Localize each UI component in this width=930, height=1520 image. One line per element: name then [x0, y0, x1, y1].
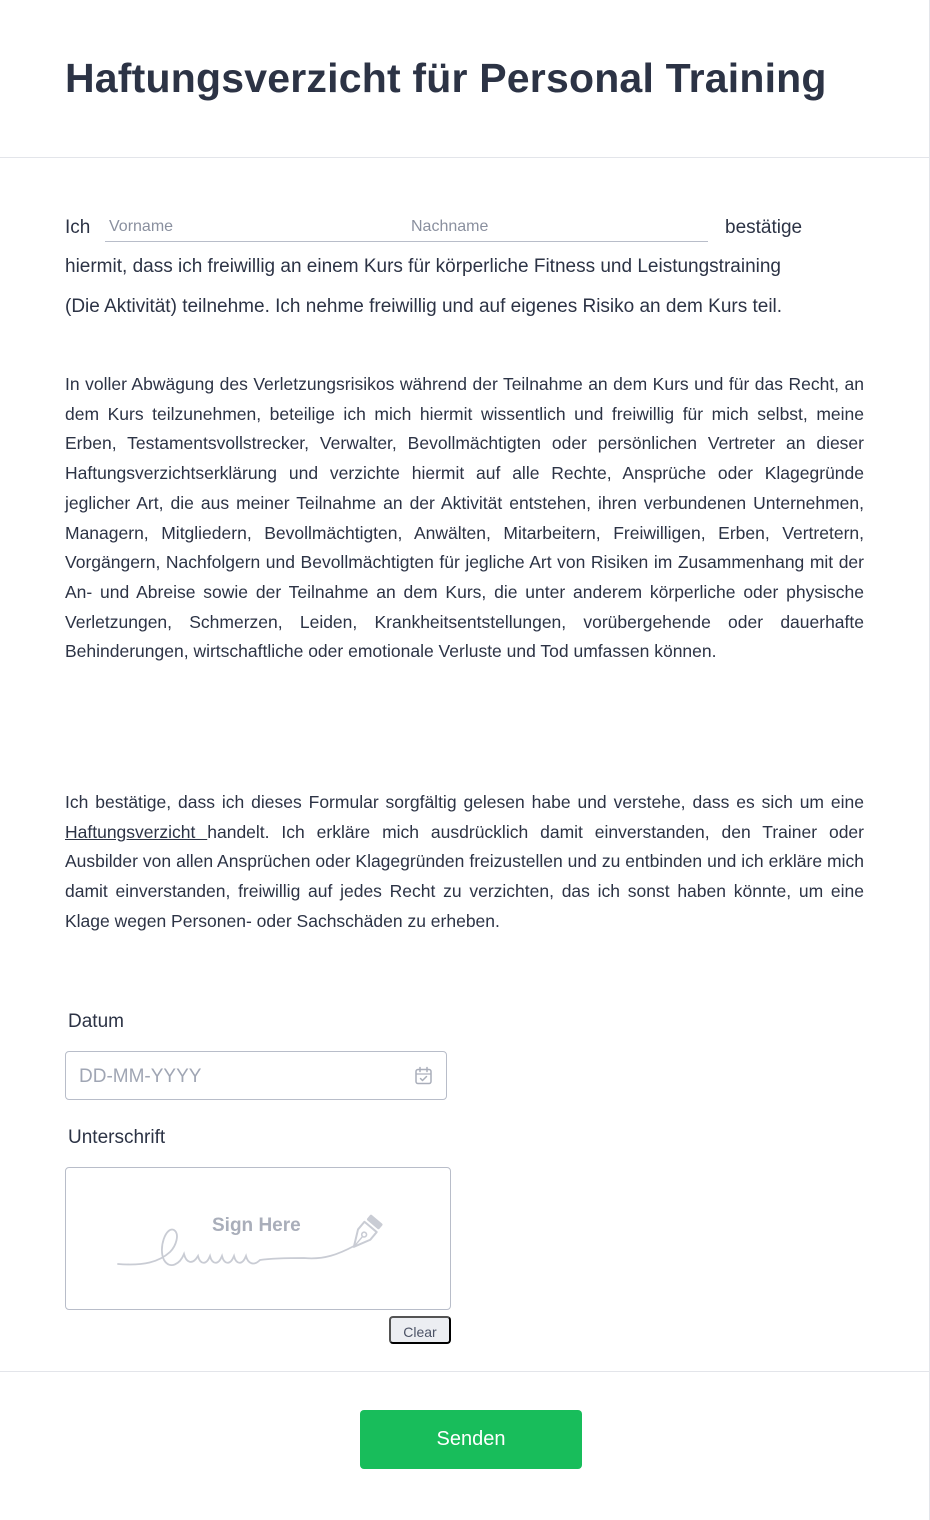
footer-divider — [0, 1371, 930, 1372]
submit-button[interactable]: Senden — [360, 1410, 582, 1469]
signature-pad[interactable] — [65, 1167, 451, 1310]
name-row — [65, 200, 865, 240]
first-name-input[interactable]: Vorname — [109, 218, 174, 235]
signature-placeholder: Sign Here — [212, 1215, 301, 1236]
date-placeholder: DD-MM-YYYY — [79, 1066, 202, 1087]
date-label: Datum — [68, 1011, 124, 1032]
clear-signature-button[interactable]: Clear — [389, 1316, 451, 1344]
intro-line-3: (Die Aktivität) teilnehme. Ich nehme freiwillig und auf eigenes Risiko an dem Kurs teil. — [65, 296, 783, 317]
full-name-field[interactable] — [105, 210, 708, 242]
paragraph-2-end: handelt. Ich erkläre mich ausdrücklich damit einverstanden, den Trainer oder Ausbilder von allen Ansprüchen oder Klagegründen freizustellen und zu entbinden und ich erkläre mich damit einverstanden, freiwillig auf jedes Recht zu verzichten, das ich sonst haben könnte, um eine Klage wegen Personen- oder Sachschäden zu erheben. — [65, 821, 864, 931]
page-title: Haftungsverzicht für Personal Training — [65, 55, 827, 101]
paragraph-2-start: Ich bestätige, dass ich dieses Formular sorgfältig gelesen habe und verstehe, dass es sich um eine — [65, 792, 864, 812]
signature-label: Unterschrift — [68, 1127, 166, 1148]
waiver-paragraph-1: In voller Abwägung des Verletzungsrisikos während der Teilnahme an dem Kurs und für das Recht, an dem Kurs teilzunehmen, beteilige ich mich hiermit wissentlich und freiwillig für mich selbst, meine Erben, Testamentsvollstrecker, Verwalter, Bevollmächtigten oder persönlichen Vertreter an dieser Haftungsverzichtserklärung und verzichte hiermit auf alle Rechte, Ansprüche oder Klagegründe jeglicher Art, die aus meiner Teilnahme an der Aktivität entstehen, ihren verbundenen Unternehmen, Managern, Mitgliedern, Bevollmächtigten, Anwälten, Mitarbeitern, Freiwilligen, Erben, Vertretern, Vorgängern, Nachfolgern und Bevollmächtigten für jegliche Art von Risiken im Zusammenhang mit der An- und Abreise sowie der Teilnahme an dem Kurs, die unter anderem körperliche oder physische Verletzungen, Schmerzen, Leiden, Krankheitsentstellungen, vorübergehende oder dauerhafte Behinderungen, wirtschaftliche oder emotionale Verluste und Tod umfassen können. — [65, 374, 864, 662]
intro-section — [65, 200, 865, 317]
form-header — [0, 0, 930, 158]
date-input[interactable] — [65, 1051, 447, 1100]
calendar-icon[interactable] — [414, 1066, 433, 1086]
last-name-input[interactable]: Nachname — [411, 218, 489, 235]
intro-line-2: hiermit, dass ich freiwillig an einem Kurs für körperliche Fitness und Leistungstraining — [65, 256, 781, 277]
intro-word-ich: Ich — [65, 217, 91, 238]
intro-word-confirm: bestätige — [725, 217, 803, 238]
waiver-paragraph-2 — [65, 788, 864, 937]
waiver-link[interactable]: Haftungsverzicht — [65, 821, 208, 842]
